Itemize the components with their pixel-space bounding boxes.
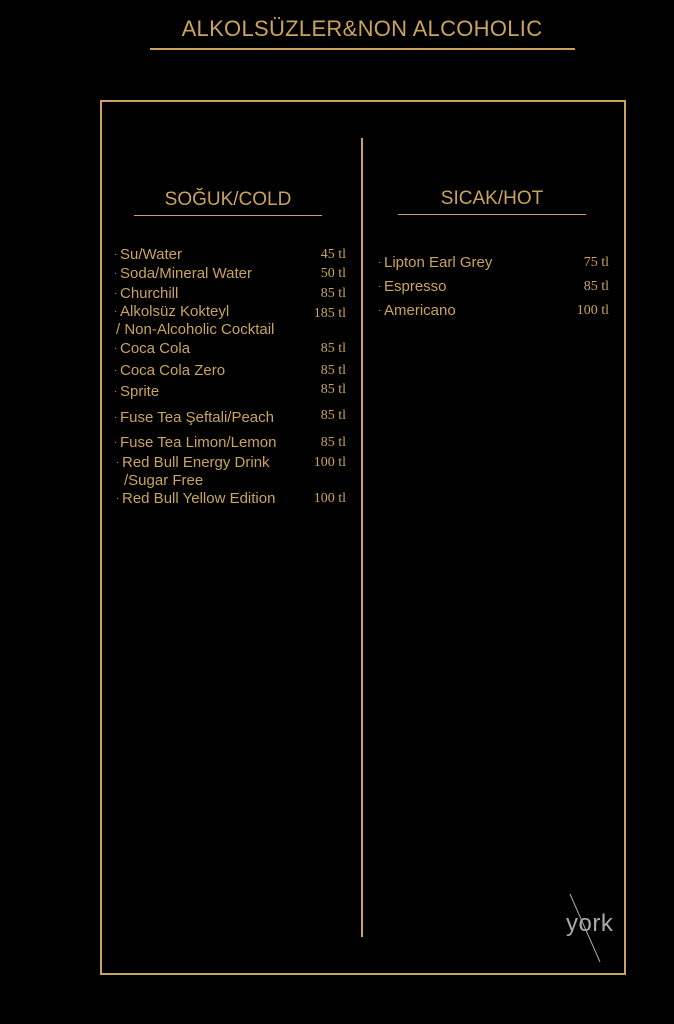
item-name-line2: / Non-Alcoholic Cocktail <box>116 321 275 338</box>
bullet-icon: · <box>114 365 118 376</box>
item-price: 185 tl <box>313 306 346 321</box>
bullet-icon: · <box>114 412 118 423</box>
item-name: · Alkolsüz Kokteyl <box>114 303 230 320</box>
item-price: 100 tl <box>576 303 609 318</box>
column-divider <box>361 138 363 937</box>
item-price: 85 tl <box>583 279 609 294</box>
page-title: ALKOLSÜZLER&NON ALCOHOLIC <box>181 16 543 41</box>
logo-text: york <box>566 910 614 937</box>
item-name: · Churchill <box>114 285 179 302</box>
item-price: 85 tl <box>320 341 346 356</box>
item-name: · Americano <box>378 302 456 319</box>
hot-section-underline <box>398 214 586 215</box>
item-name-line2: /Sugar Free <box>124 472 204 489</box>
item-price: 85 tl <box>320 408 346 423</box>
hot-section-heading: SICAK/HOT <box>440 188 544 209</box>
item-price: 85 tl <box>320 435 346 450</box>
item-name: · Coca Cola <box>114 340 191 357</box>
item-name: · Su/Water <box>114 246 182 263</box>
item-name: · Lipton Earl Grey <box>378 254 493 271</box>
item-name: · Red Bull Energy Drink <box>116 454 270 471</box>
item-name: · Fuse Tea Şeftali/Peach <box>114 409 274 426</box>
bullet-icon: · <box>114 306 118 317</box>
bullet-icon: · <box>378 305 382 316</box>
item-price: 85 tl <box>320 382 346 397</box>
bullet-icon: · <box>114 343 118 354</box>
menu-frame <box>100 100 626 975</box>
item-price: 50 tl <box>320 266 346 281</box>
item-name: · Coca Cola Zero <box>114 362 226 379</box>
title-underline <box>150 48 575 50</box>
bullet-icon: · <box>378 281 382 292</box>
item-name: · Sprite <box>114 383 160 400</box>
bullet-icon: · <box>114 386 118 397</box>
bullet-icon: · <box>116 493 120 504</box>
item-price: 75 tl <box>583 255 609 270</box>
york-logo <box>560 890 620 965</box>
item-price: 100 tl <box>313 491 346 506</box>
item-name: · Red Bull Yellow Edition <box>116 490 276 507</box>
cold-section-underline <box>134 215 322 216</box>
item-price: 100 tl <box>313 455 346 470</box>
menu-item <box>114 454 346 490</box>
bullet-icon: · <box>114 268 118 279</box>
item-name: · Fuse Tea Limon/Lemon <box>114 434 277 451</box>
item-name: · Soda/Mineral Water <box>114 265 252 282</box>
bullet-icon: · <box>116 457 120 468</box>
item-price: 85 tl <box>320 363 346 378</box>
bullet-icon: · <box>114 437 118 448</box>
menu-item <box>114 303 346 339</box>
item-price: 45 tl <box>320 247 346 262</box>
bullet-icon: · <box>114 288 118 299</box>
cold-section-heading: SOĞUK/COLD <box>164 189 292 210</box>
bullet-icon: · <box>378 257 382 268</box>
bullet-icon: · <box>114 249 118 260</box>
item-price: 85 tl <box>320 286 346 301</box>
item-name: · Espresso <box>378 278 447 295</box>
